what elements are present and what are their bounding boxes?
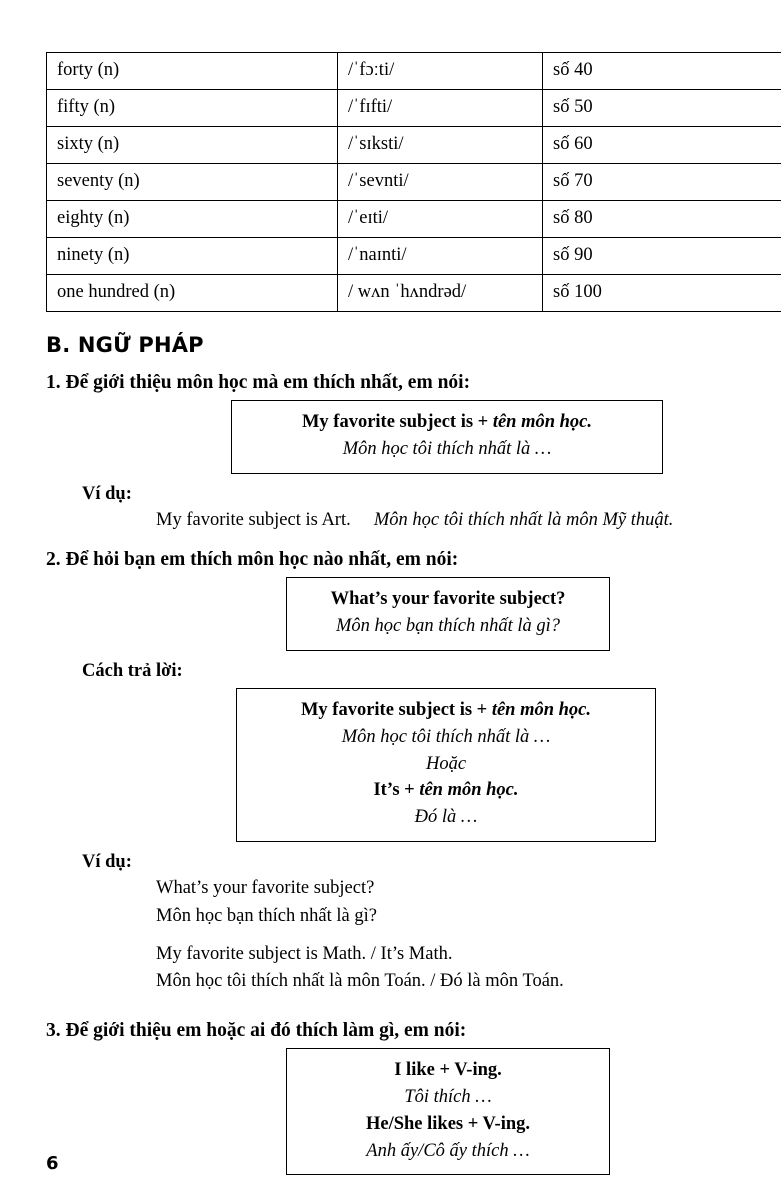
vocab-ipa: /ˈnaɪnti/ (338, 238, 543, 275)
spacer (46, 931, 741, 941)
vocab-meaning: số 90 (543, 238, 781, 275)
item2-answer-or: Hoặc (425, 753, 467, 774)
vocab-ipa: /ˈeɪti/ (338, 201, 543, 238)
item3-pattern-en-1: I like + V-ing. (394, 1060, 502, 1081)
table-row (47, 275, 781, 312)
vocab-ipa: /ˈsɪksti/ (338, 127, 543, 164)
item2-answer-vi-1: Môn học tôi thích nhất là … (341, 726, 551, 747)
item2-answer-label: Cách trả lời: (82, 661, 183, 681)
item2-example-label: Ví dụ: (82, 852, 132, 873)
vocab-ipa: / wʌn ˈhʌndrəd/ (338, 275, 543, 312)
vocab-meaning: số 100 (543, 275, 781, 312)
table-row (47, 127, 781, 164)
table-body (47, 53, 781, 312)
table-row (47, 53, 781, 90)
item2-example-question-vi: Môn học bạn thích nhất là gì? (156, 905, 377, 926)
item2-answer-en2-italic: tên môn học. (419, 780, 519, 801)
item2-answer-vi-2: Đó là … (414, 807, 478, 828)
vocabulary-table (46, 52, 781, 312)
table-row (47, 238, 781, 275)
item2-example-answer-vi: Môn học tôi thích nhất là môn Toán. / Đó là môn Toán. (156, 971, 564, 992)
item1-example-vi: Môn học tôi thích nhất là môn Mỹ thuật. (373, 509, 674, 530)
vocab-word: forty (n) (47, 53, 338, 90)
item2-question-vi: Môn học bạn thích nhất là gì? (335, 616, 561, 637)
item1-pattern-en (246, 409, 648, 436)
vocab-ipa: /ˈfɪfti/ (338, 90, 543, 127)
page-number: 6 (46, 1153, 59, 1174)
section-heading-grammar: B. NGỮ PHÁP (46, 333, 204, 357)
item2-question-box (286, 577, 610, 651)
item1-pattern-vi: Môn học tôi thích nhất là … (342, 438, 552, 459)
table-row (47, 90, 781, 127)
vocab-word: one hundred (n) (47, 275, 338, 312)
item2-answer-en1-prefix: My favorite subject is + (300, 700, 492, 720)
vocab-meaning: số 50 (543, 90, 781, 127)
vocab-meaning: số 70 (543, 164, 781, 201)
item2-heading: 2. Để hỏi bạn em thích môn học nào nhất, em nói: (46, 549, 459, 571)
vocab-word: sixty (n) (47, 127, 338, 164)
item1-example-label: Ví dụ: (82, 483, 132, 504)
vocab-meaning: số 60 (543, 127, 781, 164)
item1-pattern-box (231, 400, 663, 474)
item2-answer-box (236, 688, 656, 842)
vocab-meaning: số 40 (543, 53, 781, 90)
item2-example-answer-en: My favorite subject is Math. / It’s Math. (156, 943, 453, 964)
item1-pattern-en-prefix: My favorite subject is + (301, 412, 493, 432)
vocab-meaning: số 80 (543, 201, 781, 238)
item3-pattern-vi-2: Anh ấy/Cô ấy thích … (366, 1140, 530, 1161)
item2-answer-en2-prefix: It’s + (373, 780, 420, 801)
item3-pattern-en-2: He/She likes + V-ing. (365, 1113, 531, 1134)
item2-answer-en1-italic: tên môn học. (491, 700, 592, 720)
item2-answer-en-2 (251, 777, 641, 804)
item2-question-en: What’s your favorite subject? (330, 589, 566, 610)
vocab-word: ninety (n) (47, 238, 338, 275)
item3-pattern-vi-1: Tôi thích … (404, 1086, 492, 1107)
vocab-word: fifty (n) (47, 90, 338, 127)
item2-example-question-en: What’s your favorite subject? (156, 878, 375, 899)
item1-example-line (156, 507, 741, 535)
table-row (47, 164, 781, 201)
item3-heading: 3. Để giới thiệu em hoặc ai đó thích làm gì, em nói: (46, 1020, 467, 1042)
vocab-ipa: /ˈsevnti/ (338, 164, 543, 201)
item2-answer-en-1 (251, 697, 641, 724)
item1-example-en: My favorite subject is Art. (156, 509, 351, 530)
item1-heading: 1. Để giới thiệu môn học mà em thích nhất, em nói: (46, 372, 471, 393)
vocab-word: seventy (n) (47, 164, 338, 201)
vocab-word: eighty (n) (47, 201, 338, 238)
table-row (47, 201, 781, 238)
vocab-ipa: /ˈfɔːti/ (338, 53, 543, 90)
item1-pattern-en-italic: tên môn học. (492, 412, 593, 432)
item3-pattern-box (286, 1048, 610, 1175)
